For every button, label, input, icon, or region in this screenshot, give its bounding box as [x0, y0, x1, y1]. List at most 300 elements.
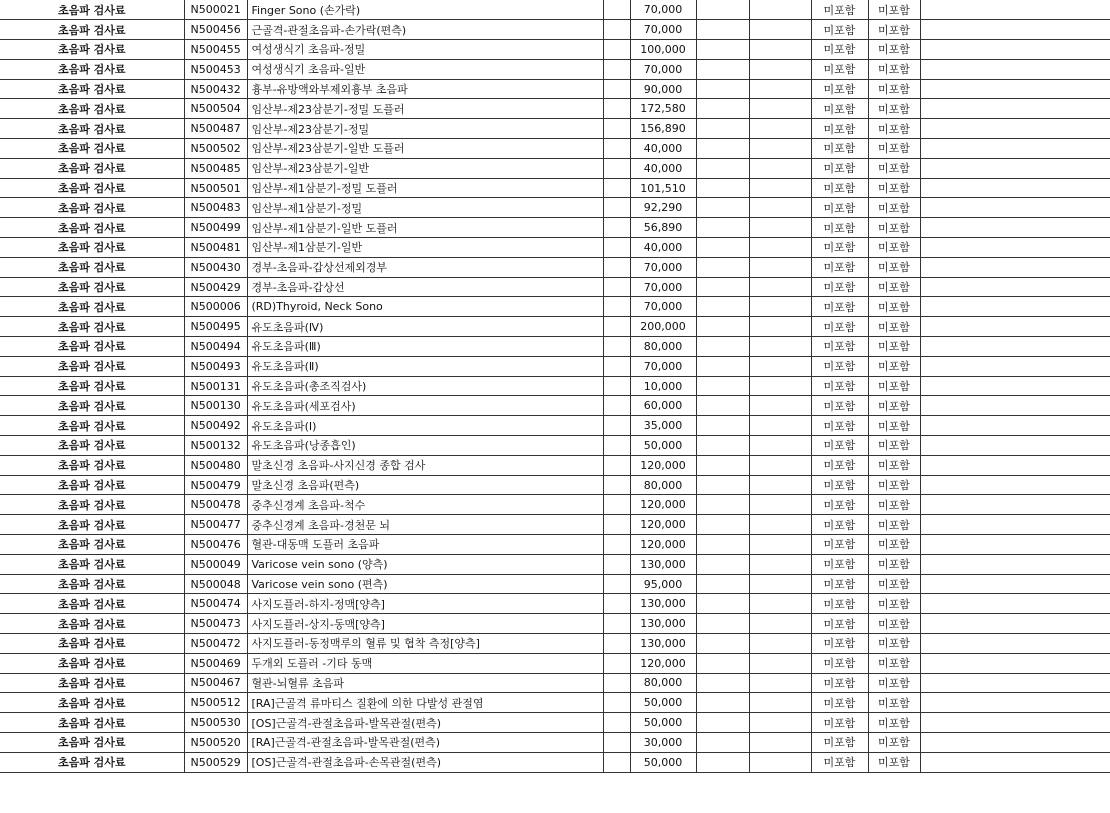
empty-cell — [920, 198, 1110, 218]
empty-cell — [749, 20, 811, 40]
coverage-cell-a: 미포함 — [811, 535, 868, 555]
empty-cell — [920, 79, 1110, 99]
code-cell: N500520 — [184, 732, 247, 752]
empty-cell — [749, 455, 811, 475]
item-name-cell: 사지도플러-하지-정맥[양측] — [247, 594, 603, 614]
empty-cell — [603, 495, 630, 515]
empty-cell — [920, 574, 1110, 594]
price-cell: 80,000 — [630, 673, 696, 693]
empty-cell — [920, 554, 1110, 574]
empty-cell — [749, 475, 811, 495]
item-name-cell: Varicose vein sono (편측) — [247, 574, 603, 594]
category-cell: 초음파 검사료 — [0, 99, 184, 119]
empty-cell — [696, 396, 749, 416]
item-name-cell: 유도초음파(Ⅱ) — [247, 356, 603, 376]
price-cell: 95,000 — [630, 574, 696, 594]
empty-cell — [920, 732, 1110, 752]
price-cell: 90,000 — [630, 79, 696, 99]
empty-cell — [696, 752, 749, 772]
empty-cell — [749, 634, 811, 654]
empty-cell — [749, 158, 811, 178]
table-row — [0, 0, 1110, 20]
table-row — [0, 59, 1110, 79]
empty-cell — [696, 337, 749, 357]
price-cell: 120,000 — [630, 535, 696, 555]
item-name-cell: 혈관-뇌혈류 초음파 — [247, 673, 603, 693]
code-cell: N500473 — [184, 614, 247, 634]
coverage-cell-a: 미포함 — [811, 614, 868, 634]
table-row — [0, 495, 1110, 515]
empty-cell — [749, 99, 811, 119]
code-cell: N500499 — [184, 218, 247, 238]
empty-cell — [920, 317, 1110, 337]
empty-cell — [749, 40, 811, 60]
category-cell: 초음파 검사료 — [0, 653, 184, 673]
coverage-cell-a: 미포함 — [811, 653, 868, 673]
item-name-cell: 혈관-대동맥 도플러 초음파 — [247, 535, 603, 555]
category-cell: 초음파 검사료 — [0, 732, 184, 752]
empty-cell — [696, 20, 749, 40]
item-name-cell: 근골격-관절초음파-손가락(편측) — [247, 20, 603, 40]
table-row — [0, 119, 1110, 139]
coverage-cell-a: 미포함 — [811, 634, 868, 654]
table-row — [0, 198, 1110, 218]
code-cell: N500512 — [184, 693, 247, 713]
coverage-cell-b: 미포함 — [868, 693, 920, 713]
empty-cell — [749, 198, 811, 218]
code-cell: N500131 — [184, 376, 247, 396]
item-name-cell: 유도초음파(낭종흡인) — [247, 436, 603, 456]
code-cell: N500021 — [184, 0, 247, 20]
price-cell: 35,000 — [630, 416, 696, 436]
empty-cell — [696, 653, 749, 673]
code-cell: N500132 — [184, 436, 247, 456]
empty-cell — [749, 594, 811, 614]
coverage-cell-b: 미포함 — [868, 198, 920, 218]
empty-cell — [749, 673, 811, 693]
category-cell: 초음파 검사료 — [0, 317, 184, 337]
category-cell: 초음파 검사료 — [0, 158, 184, 178]
coverage-cell-b: 미포함 — [868, 79, 920, 99]
code-cell: N500467 — [184, 673, 247, 693]
empty-cell — [603, 416, 630, 436]
category-cell: 초음파 검사료 — [0, 614, 184, 634]
empty-cell — [603, 732, 630, 752]
empty-cell — [920, 653, 1110, 673]
empty-cell — [920, 40, 1110, 60]
empty-cell — [749, 0, 811, 20]
category-cell: 초음파 검사료 — [0, 119, 184, 139]
empty-cell — [696, 436, 749, 456]
coverage-cell-a: 미포함 — [811, 99, 868, 119]
code-cell: N500453 — [184, 59, 247, 79]
coverage-cell-a: 미포함 — [811, 20, 868, 40]
table-row — [0, 416, 1110, 436]
empty-cell — [603, 198, 630, 218]
empty-cell — [920, 0, 1110, 20]
empty-cell — [696, 732, 749, 752]
price-cell: 92,290 — [630, 198, 696, 218]
price-cell: 101,510 — [630, 178, 696, 198]
price-cell: 70,000 — [630, 277, 696, 297]
empty-cell — [696, 535, 749, 555]
category-cell: 초음파 검사료 — [0, 178, 184, 198]
code-cell: N500469 — [184, 653, 247, 673]
empty-cell — [696, 713, 749, 733]
price-cell: 120,000 — [630, 653, 696, 673]
coverage-cell-a: 미포함 — [811, 515, 868, 535]
item-name-cell: 유도초음파(Ⅳ) — [247, 317, 603, 337]
coverage-cell-a: 미포함 — [811, 396, 868, 416]
empty-cell — [603, 119, 630, 139]
coverage-cell-b: 미포함 — [868, 59, 920, 79]
coverage-cell-b: 미포함 — [868, 515, 920, 535]
item-name-cell: [RA]근골격-관절초음파-발목관절(편측) — [247, 732, 603, 752]
empty-cell — [920, 594, 1110, 614]
price-cell: 56,890 — [630, 218, 696, 238]
empty-cell — [696, 416, 749, 436]
category-cell: 초음파 검사료 — [0, 376, 184, 396]
empty-cell — [749, 436, 811, 456]
empty-cell — [696, 317, 749, 337]
empty-cell — [749, 653, 811, 673]
code-cell: N500492 — [184, 416, 247, 436]
code-cell: N500529 — [184, 752, 247, 772]
category-cell: 초음파 검사료 — [0, 713, 184, 733]
category-cell: 초음파 검사료 — [0, 337, 184, 357]
price-cell: 80,000 — [630, 337, 696, 357]
category-cell: 초음파 검사료 — [0, 297, 184, 317]
empty-cell — [749, 337, 811, 357]
code-cell: N500480 — [184, 455, 247, 475]
empty-cell — [749, 277, 811, 297]
empty-cell — [603, 79, 630, 99]
coverage-cell-a: 미포함 — [811, 158, 868, 178]
empty-cell — [920, 535, 1110, 555]
price-cell: 120,000 — [630, 495, 696, 515]
price-cell: 156,890 — [630, 119, 696, 139]
empty-cell — [696, 515, 749, 535]
empty-cell — [696, 693, 749, 713]
empty-cell — [696, 198, 749, 218]
item-name-cell: [RA]근골격 류마티스 질환에 의한 다발성 관절염 — [247, 693, 603, 713]
empty-cell — [749, 614, 811, 634]
empty-cell — [749, 376, 811, 396]
empty-cell — [696, 495, 749, 515]
category-cell: 초음파 검사료 — [0, 634, 184, 654]
coverage-cell-a: 미포함 — [811, 574, 868, 594]
price-cell: 130,000 — [630, 634, 696, 654]
price-cell: 40,000 — [630, 158, 696, 178]
empty-cell — [603, 218, 630, 238]
empty-cell — [696, 0, 749, 20]
item-name-cell: 임산부-제1삼분기-정밀 — [247, 198, 603, 218]
price-cell: 50,000 — [630, 693, 696, 713]
coverage-cell-b: 미포함 — [868, 634, 920, 654]
coverage-cell-b: 미포함 — [868, 178, 920, 198]
empty-cell — [696, 79, 749, 99]
empty-cell — [603, 693, 630, 713]
item-name-cell: 사지도플러-동정맥루의 혈류 및 협착 측정[양측] — [247, 634, 603, 654]
coverage-cell-a: 미포함 — [811, 416, 868, 436]
price-cell: 172,580 — [630, 99, 696, 119]
item-name-cell: 임산부-제23삼분기-일반 — [247, 158, 603, 178]
coverage-cell-b: 미포함 — [868, 297, 920, 317]
empty-cell — [603, 554, 630, 574]
code-cell: N500049 — [184, 554, 247, 574]
empty-cell — [696, 158, 749, 178]
empty-cell — [920, 337, 1110, 357]
coverage-cell-a: 미포함 — [811, 752, 868, 772]
empty-cell — [696, 99, 749, 119]
coverage-cell-b: 미포함 — [868, 99, 920, 119]
category-cell: 초음파 검사료 — [0, 475, 184, 495]
empty-cell — [920, 752, 1110, 772]
empty-cell — [920, 634, 1110, 654]
category-cell: 초음파 검사료 — [0, 515, 184, 535]
price-cell: 40,000 — [630, 238, 696, 258]
coverage-cell-b: 미포함 — [868, 732, 920, 752]
empty-cell — [696, 673, 749, 693]
coverage-cell-b: 미포함 — [868, 257, 920, 277]
price-cell: 70,000 — [630, 257, 696, 277]
empty-cell — [696, 614, 749, 634]
empty-cell — [749, 495, 811, 515]
category-cell: 초음파 검사료 — [0, 495, 184, 515]
coverage-cell-b: 미포함 — [868, 574, 920, 594]
category-cell: 초음파 검사료 — [0, 79, 184, 99]
table-row — [0, 653, 1110, 673]
empty-cell — [603, 515, 630, 535]
code-cell: N500481 — [184, 238, 247, 258]
coverage-cell-b: 미포함 — [868, 614, 920, 634]
price-cell: 100,000 — [630, 40, 696, 60]
empty-cell — [920, 59, 1110, 79]
coverage-cell-b: 미포함 — [868, 495, 920, 515]
code-cell: N500476 — [184, 535, 247, 555]
category-cell: 초음파 검사료 — [0, 139, 184, 159]
table-row — [0, 554, 1110, 574]
item-name-cell: 임산부-제23삼분기-정밀 — [247, 119, 603, 139]
empty-cell — [920, 495, 1110, 515]
empty-cell — [749, 79, 811, 99]
category-cell: 초음파 검사료 — [0, 554, 184, 574]
coverage-cell-a: 미포함 — [811, 178, 868, 198]
coverage-cell-a: 미포함 — [811, 713, 868, 733]
table-row — [0, 99, 1110, 119]
coverage-cell-b: 미포함 — [868, 376, 920, 396]
coverage-cell-a: 미포함 — [811, 0, 868, 20]
coverage-cell-a: 미포함 — [811, 436, 868, 456]
category-cell: 초음파 검사료 — [0, 594, 184, 614]
code-cell: N500479 — [184, 475, 247, 495]
table-row — [0, 732, 1110, 752]
coverage-cell-b: 미포함 — [868, 436, 920, 456]
empty-cell — [603, 673, 630, 693]
empty-cell — [603, 634, 630, 654]
code-cell: N500456 — [184, 20, 247, 40]
coverage-cell-a: 미포함 — [811, 356, 868, 376]
item-name-cell: 사지도플러-상지-동맥[양측] — [247, 614, 603, 634]
item-name-cell: (RD)Thyroid, Neck Sono — [247, 297, 603, 317]
coverage-cell-b: 미포함 — [868, 653, 920, 673]
table-row — [0, 475, 1110, 495]
price-cell: 70,000 — [630, 0, 696, 20]
code-cell: N500485 — [184, 158, 247, 178]
empty-cell — [749, 257, 811, 277]
table-row — [0, 436, 1110, 456]
code-cell: N500006 — [184, 297, 247, 317]
empty-cell — [603, 297, 630, 317]
price-cell: 70,000 — [630, 356, 696, 376]
coverage-cell-a: 미포함 — [811, 297, 868, 317]
coverage-cell-a: 미포함 — [811, 139, 868, 159]
empty-cell — [603, 40, 630, 60]
category-cell: 초음파 검사료 — [0, 535, 184, 555]
table-row — [0, 515, 1110, 535]
empty-cell — [749, 218, 811, 238]
empty-cell — [749, 416, 811, 436]
empty-cell — [749, 238, 811, 258]
empty-cell — [603, 178, 630, 198]
code-cell: N500493 — [184, 356, 247, 376]
empty-cell — [603, 713, 630, 733]
table-row — [0, 277, 1110, 297]
empty-cell — [603, 356, 630, 376]
coverage-cell-b: 미포함 — [868, 317, 920, 337]
table-row — [0, 158, 1110, 178]
code-cell: N500483 — [184, 198, 247, 218]
price-cell: 200,000 — [630, 317, 696, 337]
category-cell: 초음파 검사료 — [0, 693, 184, 713]
category-cell: 초음파 검사료 — [0, 257, 184, 277]
coverage-cell-a: 미포함 — [811, 119, 868, 139]
table-row — [0, 297, 1110, 317]
empty-cell — [603, 594, 630, 614]
empty-cell — [603, 614, 630, 634]
code-cell: N500502 — [184, 139, 247, 159]
price-cell: 120,000 — [630, 515, 696, 535]
coverage-cell-b: 미포함 — [868, 396, 920, 416]
empty-cell — [749, 693, 811, 713]
item-name-cell: Varicose vein sono (양측) — [247, 554, 603, 574]
empty-cell — [920, 713, 1110, 733]
coverage-cell-a: 미포함 — [811, 673, 868, 693]
coverage-cell-a: 미포함 — [811, 693, 868, 713]
empty-cell — [603, 653, 630, 673]
code-cell: N500430 — [184, 257, 247, 277]
empty-cell — [603, 0, 630, 20]
price-cell: 120,000 — [630, 455, 696, 475]
item-name-cell: 임산부-제1삼분기-일반 — [247, 238, 603, 258]
coverage-cell-a: 미포함 — [811, 732, 868, 752]
item-name-cell: 흉부-유방액와부제외흉부 초음파 — [247, 79, 603, 99]
code-cell: N500477 — [184, 515, 247, 535]
category-cell: 초음파 검사료 — [0, 0, 184, 20]
table-row — [0, 634, 1110, 654]
empty-cell — [920, 436, 1110, 456]
table-row — [0, 396, 1110, 416]
table-row — [0, 594, 1110, 614]
coverage-cell-b: 미포함 — [868, 713, 920, 733]
coverage-cell-b: 미포함 — [868, 475, 920, 495]
price-cell: 50,000 — [630, 713, 696, 733]
table-row — [0, 356, 1110, 376]
coverage-cell-a: 미포함 — [811, 475, 868, 495]
code-cell: N500501 — [184, 178, 247, 198]
code-cell: N500432 — [184, 79, 247, 99]
item-name-cell: 말초신경 초음파(편측) — [247, 475, 603, 495]
table-row — [0, 139, 1110, 159]
coverage-cell-a: 미포함 — [811, 554, 868, 574]
price-cell: 60,000 — [630, 396, 696, 416]
category-cell: 초음파 검사료 — [0, 356, 184, 376]
table-row — [0, 238, 1110, 258]
table-row — [0, 257, 1110, 277]
price-cell: 40,000 — [630, 139, 696, 159]
price-cell: 130,000 — [630, 614, 696, 634]
empty-cell — [603, 752, 630, 772]
empty-cell — [603, 158, 630, 178]
empty-cell — [749, 554, 811, 574]
coverage-cell-a: 미포함 — [811, 218, 868, 238]
category-cell: 초음파 검사료 — [0, 20, 184, 40]
empty-cell — [920, 356, 1110, 376]
item-name-cell: 유도초음파(총조직검사) — [247, 376, 603, 396]
empty-cell — [920, 158, 1110, 178]
empty-cell — [603, 20, 630, 40]
code-cell: N500048 — [184, 574, 247, 594]
empty-cell — [749, 732, 811, 752]
code-cell: N500478 — [184, 495, 247, 515]
empty-cell — [696, 40, 749, 60]
empty-cell — [920, 673, 1110, 693]
coverage-cell-b: 미포함 — [868, 0, 920, 20]
empty-cell — [603, 455, 630, 475]
empty-cell — [696, 475, 749, 495]
empty-cell — [696, 297, 749, 317]
empty-cell — [920, 218, 1110, 238]
empty-cell — [603, 139, 630, 159]
empty-cell — [749, 59, 811, 79]
item-name-cell: [OS]근골격-관절초음파-발목관절(편측) — [247, 713, 603, 733]
item-name-cell: 두개외 도플러 -기타 동맥 — [247, 653, 603, 673]
coverage-cell-b: 미포함 — [868, 673, 920, 693]
empty-cell — [749, 535, 811, 555]
empty-cell — [603, 99, 630, 119]
coverage-cell-a: 미포함 — [811, 277, 868, 297]
empty-cell — [920, 238, 1110, 258]
empty-cell — [749, 178, 811, 198]
empty-cell — [696, 356, 749, 376]
coverage-cell-b: 미포함 — [868, 535, 920, 555]
table-row — [0, 752, 1110, 772]
code-cell: N500474 — [184, 594, 247, 614]
empty-cell — [696, 238, 749, 258]
empty-cell — [920, 693, 1110, 713]
category-cell: 초음파 검사료 — [0, 752, 184, 772]
empty-cell — [749, 119, 811, 139]
item-name-cell: 경부-초음파-갑상선제외경부 — [247, 257, 603, 277]
coverage-cell-b: 미포함 — [868, 554, 920, 574]
coverage-cell-b: 미포함 — [868, 139, 920, 159]
coverage-cell-a: 미포함 — [811, 59, 868, 79]
category-cell: 초음파 검사료 — [0, 673, 184, 693]
category-cell: 초음파 검사료 — [0, 238, 184, 258]
table-row — [0, 713, 1110, 733]
empty-cell — [920, 119, 1110, 139]
table-row — [0, 20, 1110, 40]
